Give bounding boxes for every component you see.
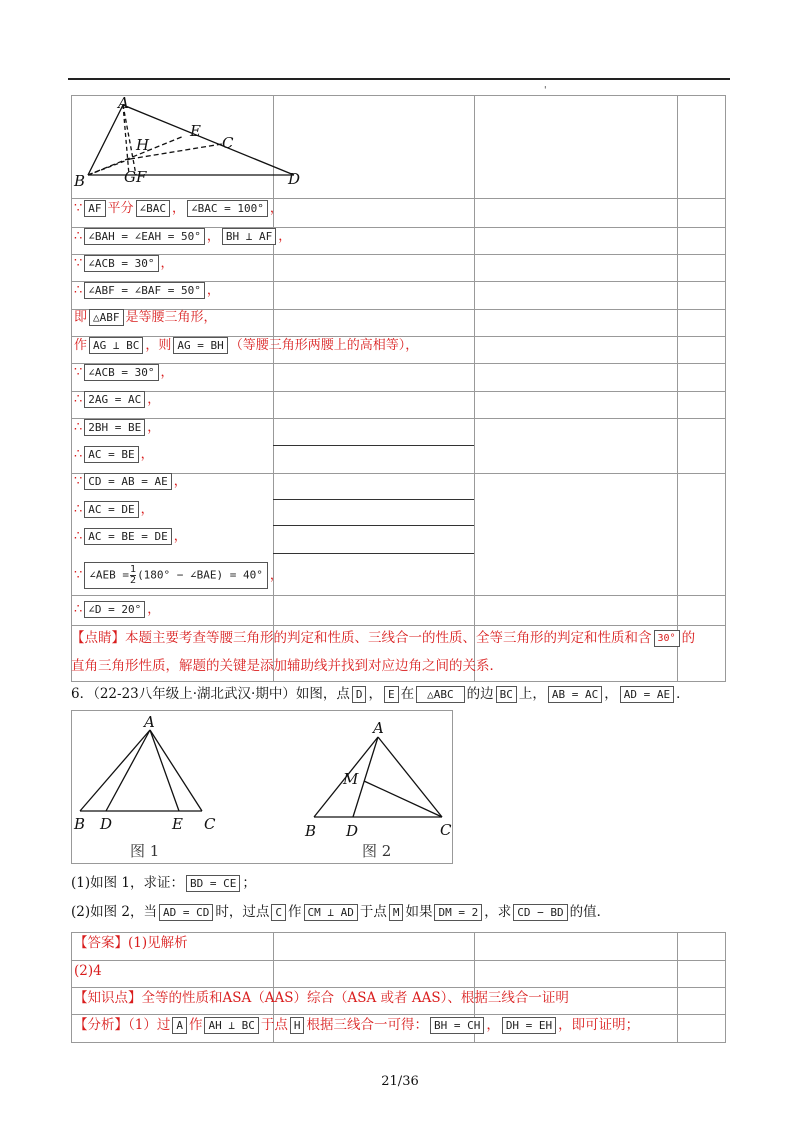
svg-text:E: E [172, 815, 183, 833]
header-mark: ' [544, 86, 547, 96]
solution-row-11: ∵ CD = AB = AE ， [74, 474, 187, 489]
page-number: 21/36 [381, 1074, 419, 1089]
svg-text:D: D [346, 822, 359, 840]
solution-row-13: ∴ AC = BE = DE ， [74, 529, 187, 544]
label-E: E [190, 122, 201, 140]
label-GF: GF [124, 168, 147, 186]
knowledge-line: 【知识点】全等的性质和ASA（AAS）综合（ASA 或者 AAS）、根据三线合一证明 [74, 990, 569, 1006]
question-2: (2)如图 2，当 AD = CD 时，过点 C 作 CM ⊥ AD 于点 M 如果 DM = 2 ，求 CD − BD 的值． [71, 904, 611, 920]
label-C: C [222, 134, 234, 152]
solution-row-10: ∴ AC = BE ， [74, 447, 154, 462]
solution-row-4: ∴ ∠ABF = ∠BAF = 50° ， [74, 283, 220, 298]
solution-row-14: ∵ ∠AEB = $\frac{1}{2}$ (180° − ∠BAE) = 40° ， [74, 562, 283, 589]
solution-row-1: ∵ AF 平分 ∠BAC ， ∠BAC = 100° ， [74, 201, 283, 216]
svg-text:A: A [144, 713, 155, 731]
figures-1-and-2 [71, 710, 453, 864]
svg-text:A: A [373, 719, 384, 737]
solution-row-5: 即 △ABF 是等腰三角形， [74, 310, 217, 325]
svg-text:C: C [440, 821, 452, 839]
svg-text:C: C [204, 815, 216, 833]
figure-2-caption: 图 2 [362, 842, 392, 860]
problem-6-stem: 6．（22-23八年级上·湖北武汉·期中）如图，点 D ， E 在 △ABC 的边 BC 上， AB = AC ， AD = AE ． [71, 686, 690, 702]
label-B: B [74, 172, 86, 188]
label-A: A [118, 96, 129, 112]
solution-row-9: ∴ 2BH = BE ， [74, 420, 161, 435]
svg-text:B: B [305, 822, 317, 840]
solution-row-8: ∴ 2AG = AC ， [74, 392, 161, 407]
svg-text:D: D [100, 815, 113, 833]
solution-row-7: ∵ ∠ACB = 30° ， [74, 365, 174, 380]
analysis-line: 【分析】（1）过 A 作 AH ⊥ BC 于点 H 根据三线合一可得： BH = CH ， DH = EH ，即可证明； [74, 1017, 640, 1033]
label-H: H [136, 136, 150, 154]
svg-text:M: M [343, 770, 359, 788]
solution-row-6: 作 AG ⊥ BC ，则 AG = BH （等腰三角形两腰上的高相等）， [74, 338, 419, 353]
figure-1-caption: 图 1 [130, 842, 160, 860]
solution-row-2: ∴ ∠BAH = ∠EAH = 50° ， BH ⊥ AF ， [74, 229, 292, 244]
solution-row-12: ∴ AC = DE ， [74, 502, 154, 517]
question-1: (1)如图 1，求证： BD = CE ； [71, 875, 256, 891]
solution-row-15: ∴ ∠D = 20° ， [74, 602, 161, 617]
svg-text:B: B [74, 815, 86, 833]
triangle-figure-abd [72, 96, 302, 188]
comment-line-2: 直角三角形性质，解题的关键是添加辅助线并找到对应边角之间的关系． [71, 658, 503, 674]
label-D: D [288, 170, 301, 188]
answer-line-2: (2)4 [74, 963, 102, 979]
header-rule [68, 78, 730, 80]
answer-line: 【答案】(1)见解析 [74, 935, 188, 951]
solution-row-3: ∵ ∠ACB = 30° ， [74, 256, 174, 271]
comment-line-1: 【点睛】本题主要考查等腰三角形的判定和性质、三线合一的性质、全等三角形的判定和性质和含 30° 的 [71, 630, 696, 646]
